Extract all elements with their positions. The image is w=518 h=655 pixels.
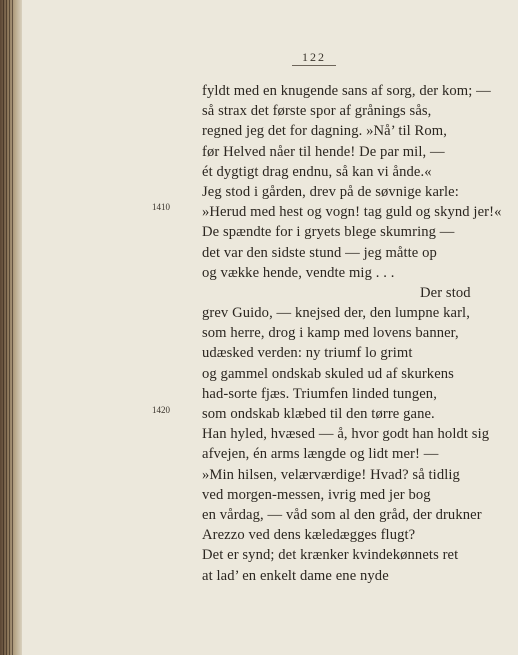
text-line: ved morgen-messen, ivrig med jer bog: [202, 486, 431, 503]
text-line: Arezzo ved dens kæledægges flugt?: [202, 527, 416, 544]
text-line: ét dygtigt drag endnu, så kan vi ånde.«: [202, 163, 432, 180]
text-line: had-sorte fjæs. Triumfen linded tungen,: [202, 385, 437, 402]
text-line: grev Guido, — knejsed der, den lumpne karl,: [202, 305, 470, 322]
text-line: fyldt med en knugende sans af sorg, der kom; —: [202, 83, 491, 99]
text-line: som herre, drog i kamp med lovens banner,: [202, 325, 459, 342]
text-line: De spændte for i gryets blege skumring —: [202, 224, 455, 241]
text-line: før Helved nåer til hende! De par mil, —: [202, 143, 445, 160]
text-line: og gammel ondskab skuled ud af skurkens: [202, 365, 454, 382]
header-rule: [292, 65, 336, 66]
text-line: regned jeg det for dagning. »Nå’ til Rom,: [202, 123, 447, 140]
text-line: »Min hilsen, velærværdige! Hvad? så tidlig: [202, 466, 460, 483]
text-line: som ondskab klæbed til den tørre gane.: [202, 406, 435, 422]
text-line: at lad’ en enkelt dame ene nyde: [202, 567, 389, 584]
text-line: »Herud med hest og vogn! tag guld og skynd jer!«: [202, 204, 502, 221]
spine-edge-lines: [3, 0, 13, 655]
line-number-1410: 1410: [152, 202, 170, 212]
text-line: Han hyled, hvæsed — å, hvor godt han holdt sig: [202, 426, 490, 443]
line-number-1420: 1420: [152, 405, 170, 415]
poem-text: [202, 81, 502, 586]
book-spine: [0, 0, 22, 655]
text-line: så strax det første spor af grånings sås,: [202, 103, 432, 120]
text-line-indented: Der stod: [420, 284, 471, 301]
text-line: udæsked verden: ny triumf lo grimt: [202, 345, 413, 362]
text-line: og vække hende, vendte mig . . .: [202, 264, 395, 281]
text-line: Jeg stod i gården, drev på de søvnige karle:: [202, 183, 459, 200]
book-page: [22, 0, 518, 655]
text-line: det var den sidste stund — jeg måtte op: [202, 244, 437, 261]
text-line: Det er synd; det krænker kvindekønnets ret: [202, 547, 459, 564]
text-line: afvejen, én arms længde og lidt mer! —: [202, 446, 439, 463]
page-number: 122: [302, 50, 326, 64]
text-line: en vårdag, — våd som al den gråd, der drukner: [202, 506, 482, 523]
